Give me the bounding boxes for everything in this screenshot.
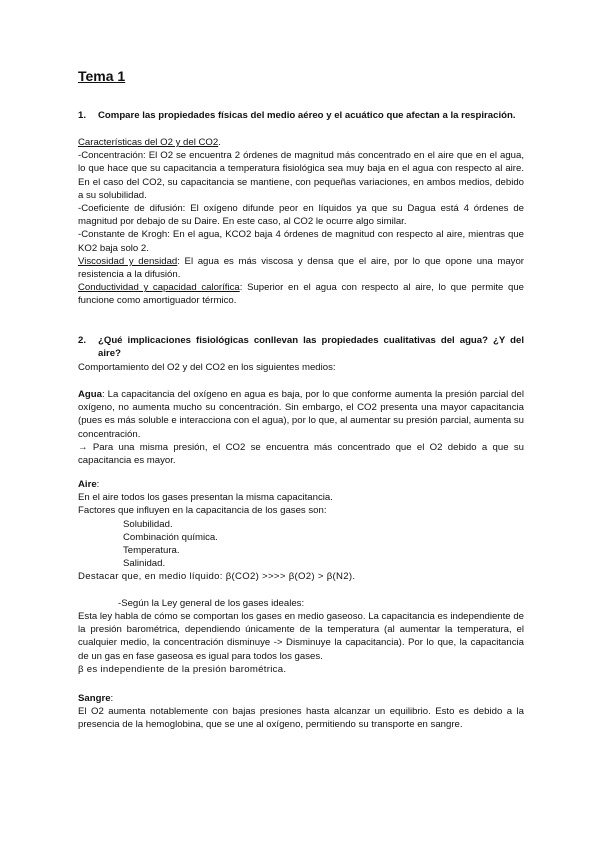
sangre-colon: :: [110, 693, 114, 704]
aire-heading: [78, 478, 524, 491]
aire-label: Aire: [78, 479, 97, 490]
intro-paragraph: Comportamiento del O2 y del CO2 en los siguientes medios:: [78, 362, 336, 373]
sangre-heading: [78, 692, 524, 705]
agua-arrow-paragraph: → Para una misma presión, el CO2 se encuentra más concentrado que el O2 debido a que su capacitancia es mayor.: [78, 441, 524, 467]
factor-item: Temperatura.: [123, 545, 180, 557]
answer-2-intro: [78, 361, 524, 374]
difusion-paragraph: -Coeficiente de difusión: El oxígeno difunde peor en líquidos ya que su Dagua está 4 órdenes de magnitud por debajo de su Daire. En este caso, al CO2 le ocurre algo similar.: [78, 203, 524, 228]
answer-1: [78, 136, 524, 308]
agua-paragraph: [78, 388, 524, 441]
concentracion-paragraph: -Concentración: El O2 se encuentra 2 órdenes de magnitud más concentrado en el aire que en el agua, lo que hace que su capacitancia a temperatura fisiológica sea muy baja en el agua con respecto al aire. En el caso del CO2, su capacitancia se mantiene, con pequeñas variaciones, en ambos medios, debido a su solubilidad.: [78, 150, 524, 201]
question-1-text: Compare las propiedades físicas del medio aéreo y el acuático que afectan a la respiración.: [98, 110, 516, 121]
question-1: [78, 109, 524, 122]
aire-line-1: En el aire todos los gases presentan la misma capacitancia.: [78, 492, 333, 504]
factor-item: Combinación química.: [123, 531, 218, 543]
conductividad-text: : Superior en el agua con respecto al aire, lo que permite que funcione como amortiguador térmico.: [78, 282, 524, 307]
question-1-number: 1.: [78, 110, 87, 121]
agua-text: : La capacitancia del oxígeno en agua es baja, por lo que conforme aumenta la presión parcial del oxígeno, no aumenta mucho su concentración. Sin embargo, el CO2 presenta una mayor capacitancia (pues es más soluble e interacciona con el agua), por lo que, al aumentar su presión parcial, aumenta su concentración.: [78, 389, 524, 440]
caracteristicas-heading-tail: .: [218, 137, 221, 148]
conductividad-paragraph: [78, 281, 524, 307]
krogh-paragraph: -Constante de Krogh: En el agua, KCO2 baja 4 órdenes de magnitud con respecto al aire, mientras que KO2 baja solo 2.: [78, 229, 524, 254]
factor-item: Solubilidad.: [123, 518, 173, 530]
ley-title: -Según la Ley general de los gases ideales:: [118, 597, 305, 609]
question-2-number: 2.: [78, 335, 87, 346]
page-title: Tema 1: [78, 68, 126, 84]
destacar-line: Destacar que, en medio líquido: β(CO2) >>>> β(O2) > β(N2).: [78, 571, 356, 583]
answer-1-heading: [78, 136, 524, 149]
aire-colon: :: [96, 479, 100, 490]
agua-section: [78, 388, 524, 467]
question-2: [78, 334, 524, 360]
sangre-section: [78, 692, 524, 732]
beta-line: β es independiente de la presión barométrica.: [78, 663, 287, 675]
sangre-paragraph: El O2 aumenta notablemente con bajas presiones hasta alcanzar un equilibrio. Esto es debido a la presencia de la hemoglobina, que se une al oxígeno, permitiendo su transporte en sangre.: [78, 706, 524, 731]
agua-label: Agua: [78, 389, 102, 400]
sangre-label: Sangre: [78, 693, 111, 704]
viscosidad-text: : El agua es más viscosa y densa que el aire, por lo que opone una mayor resistencia a la difusión.: [78, 255, 525, 281]
viscosidad-label: Viscosidad y densidad: [78, 255, 178, 267]
aire-line-2: Factores que influyen en la capacitancia de los gases son:: [78, 505, 327, 517]
aire-section: [78, 478, 524, 676]
ley-paragraph: Esta ley habla de cómo se comportan los gases en medio gaseoso. La capacitancia es independiente de la presión barométrica, dependiendo únicamente de la temperatura (al aumentar la temperatura, el cualquier medio, la concentración disminuye -> Disminuye la capacitancia). Por lo que, la capacitancia de un gas en fase gaseosa es igual para todos los gases.: [78, 611, 524, 662]
question-2-text: ¿Qué implicaciones fisiológicas conllevan las propiedades cualitativas del agua? ¿Y del aire?: [98, 335, 524, 360]
conductividad-label: Conductividad y capacidad calorífica: [78, 282, 240, 294]
caracteristicas-heading: Características del O2 y del CO2: [78, 137, 219, 148]
factor-item: Salinidad.: [123, 558, 166, 570]
viscosidad-paragraph: [78, 255, 524, 281]
